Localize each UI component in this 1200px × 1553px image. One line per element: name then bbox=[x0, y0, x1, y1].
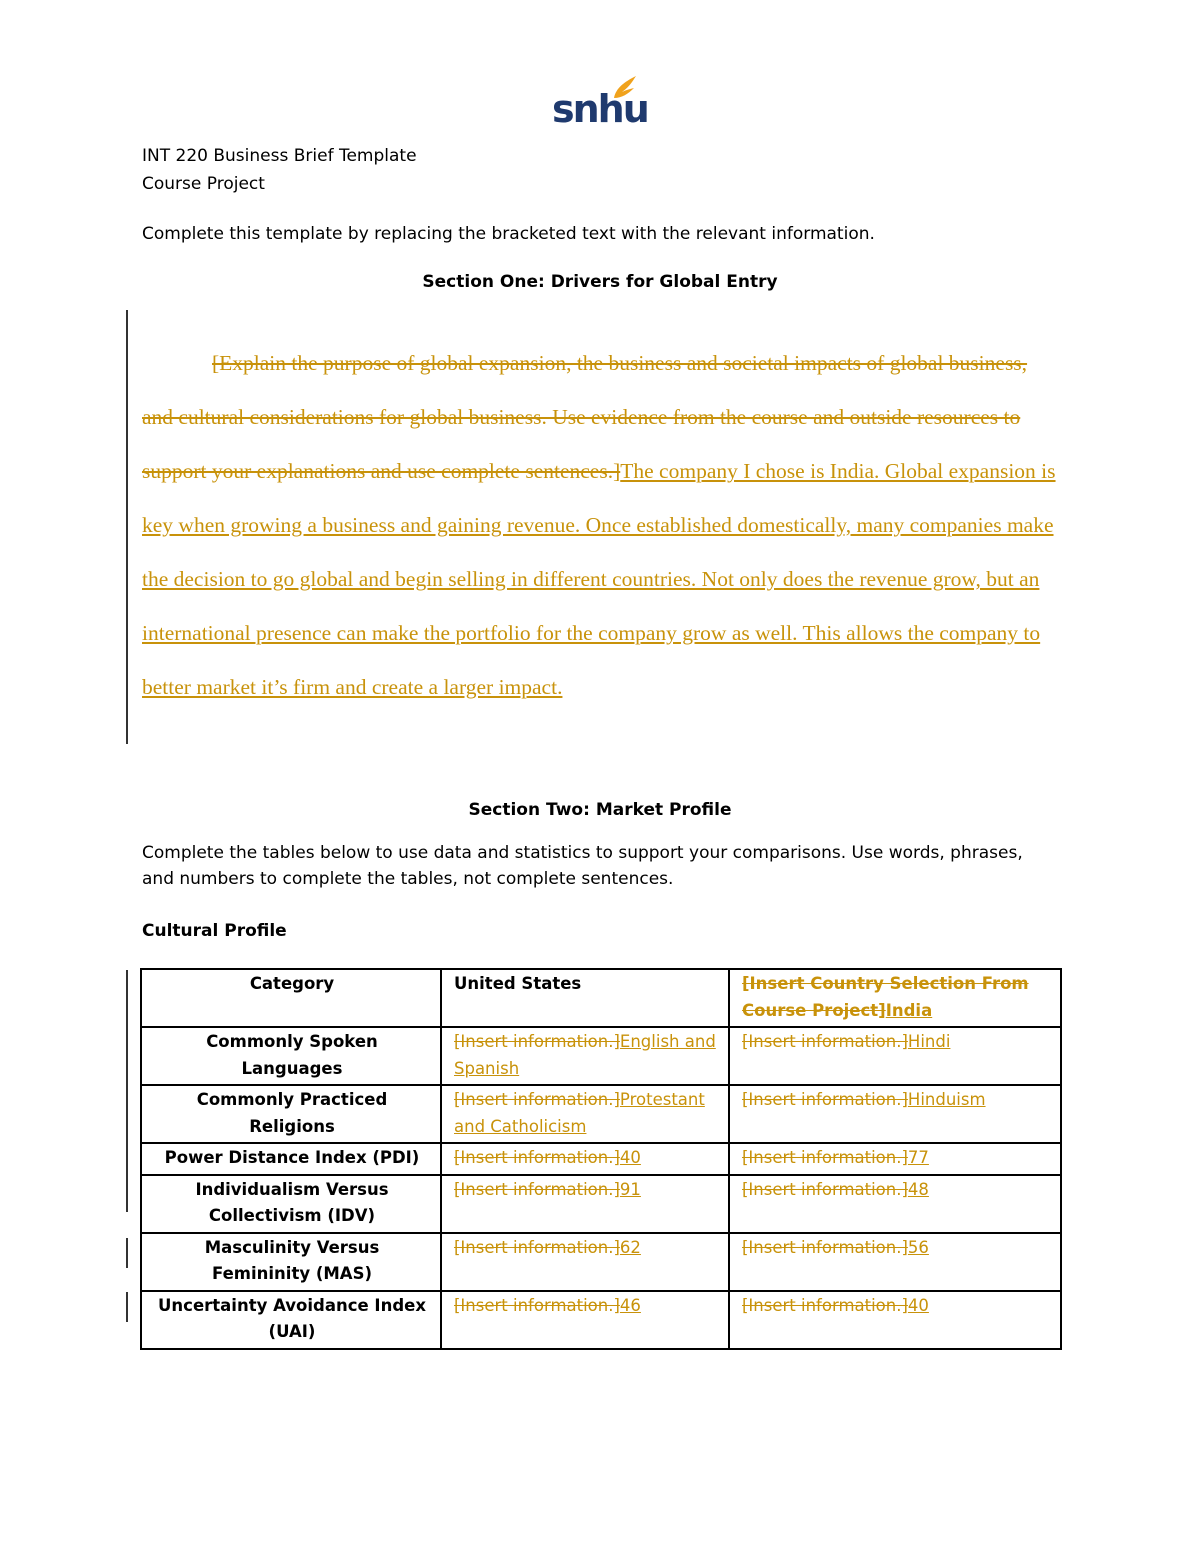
country-value bbox=[729, 1143, 1061, 1175]
inserted-value: English and Spanish bbox=[454, 1032, 716, 1078]
deleted-placeholder: [Insert information.] bbox=[454, 1090, 620, 1109]
us-value bbox=[441, 1291, 729, 1349]
deleted-placeholder: [Insert Country Selection From Course Project] bbox=[742, 974, 1029, 1020]
header-country bbox=[729, 969, 1061, 1027]
change-bar bbox=[126, 1292, 128, 1322]
section-two-instructions-line1: Complete the tables below to use data and statistics to support your comparisons. Use words, phrases, bbox=[142, 843, 1023, 863]
header-united-states: United States bbox=[441, 969, 729, 1027]
deleted-placeholder: [Insert information.] bbox=[454, 1179, 620, 1199]
header-category: Category bbox=[141, 969, 441, 1027]
template-instructions: Complete this template by replacing the bracketed text with the relevant information. bbox=[142, 224, 875, 244]
row-category: Commonly Spoken Languages bbox=[141, 1027, 441, 1085]
table-row bbox=[141, 1143, 1061, 1175]
us-value bbox=[441, 1085, 729, 1143]
section-one-body bbox=[142, 336, 1062, 714]
change-bar bbox=[126, 1238, 128, 1268]
us-value bbox=[441, 1143, 729, 1175]
inserted-value: 56 bbox=[907, 1237, 929, 1257]
us-value bbox=[441, 1175, 729, 1233]
deleted-placeholder: [Insert information.] bbox=[454, 1295, 620, 1315]
inserted-value: 91 bbox=[619, 1179, 641, 1199]
inserted-value: 62 bbox=[619, 1237, 641, 1257]
deleted-placeholder: [Insert information.] bbox=[742, 1295, 908, 1315]
us-value bbox=[441, 1233, 729, 1291]
deleted-placeholder: [Insert information.] bbox=[742, 1148, 908, 1167]
country-value bbox=[729, 1027, 1061, 1085]
inserted-value: 40 bbox=[619, 1148, 641, 1167]
table-row bbox=[141, 1291, 1061, 1349]
deleted-placeholder: [Insert information.] bbox=[742, 1090, 908, 1109]
inserted-value: India bbox=[885, 1000, 933, 1020]
deleted-placeholder: [Insert information.] bbox=[454, 1237, 620, 1257]
inserted-value: Hindi bbox=[907, 1032, 951, 1051]
section-two-instructions-line2: and numbers to complete the tables, not complete sentences. bbox=[142, 869, 674, 889]
country-value bbox=[729, 1233, 1061, 1291]
inserted-value: Hinduism bbox=[907, 1090, 986, 1109]
inserted-essay-text: The company I chose is India. Global expansion is key when growing a business and gaining revenue. Once established domestically, many companies make the decision to go global and begin selling in different countries. Not only does the revenue grow, but an international presence can make the portfolio for the company grow as well. This allows the company to better market it’s firm and create a larger impact. bbox=[142, 459, 1056, 699]
change-bar bbox=[126, 970, 128, 1212]
country-value bbox=[729, 1085, 1061, 1143]
row-category: Masculinity Versus Femininity (MAS) bbox=[141, 1233, 441, 1291]
course-title: INT 220 Business Brief Template bbox=[142, 146, 417, 166]
logo-wordmark: snhu bbox=[552, 87, 648, 131]
inserted-value: 40 bbox=[907, 1295, 929, 1315]
course-subtitle: Course Project bbox=[142, 174, 265, 194]
row-category: Commonly Practiced Religions bbox=[141, 1085, 441, 1143]
deleted-placeholder: [Insert information.] bbox=[742, 1237, 908, 1257]
deleted-placeholder: [Insert information.] bbox=[742, 1179, 908, 1199]
deleted-placeholder: [Insert information.] bbox=[454, 1148, 620, 1167]
inserted-value: 77 bbox=[907, 1148, 929, 1167]
table-row bbox=[141, 1085, 1061, 1143]
row-category: Power Distance Index (PDI) bbox=[141, 1143, 441, 1175]
section-one-heading: Section One: Drivers for Global Entry bbox=[422, 272, 778, 292]
inserted-value: 46 bbox=[619, 1295, 641, 1315]
deleted-placeholder: [Insert information.] bbox=[742, 1032, 908, 1051]
inserted-value: Protestant and Catholicism bbox=[454, 1090, 705, 1136]
deleted-placeholder: [Explain the purpose of global expansion, the business and societal impacts of global business, and cultural considerations for global business. Use evidence from the course and outside resources to support your explanations and use complete sentences.] bbox=[142, 351, 1028, 483]
row-category: Uncertainty Avoidance Index (UAI) bbox=[141, 1291, 441, 1349]
row-category: Individualism Versus Collectivism (IDV) bbox=[141, 1175, 441, 1233]
cultural-profile-title: Cultural Profile bbox=[142, 921, 287, 941]
deleted-placeholder: [Insert information.] bbox=[454, 1032, 620, 1051]
change-bar bbox=[126, 310, 128, 744]
snhu-logo bbox=[552, 72, 648, 134]
inserted-value: 48 bbox=[907, 1179, 929, 1199]
section-two-heading: Section Two: Market Profile bbox=[468, 800, 732, 820]
country-value bbox=[729, 1175, 1061, 1233]
us-value bbox=[441, 1027, 729, 1085]
country-value bbox=[729, 1291, 1061, 1349]
cultural-profile-table bbox=[140, 968, 1062, 1350]
table-row bbox=[141, 1233, 1061, 1291]
table-header-row bbox=[141, 969, 1061, 1027]
table-row bbox=[141, 1175, 1061, 1233]
table-row bbox=[141, 1027, 1061, 1085]
